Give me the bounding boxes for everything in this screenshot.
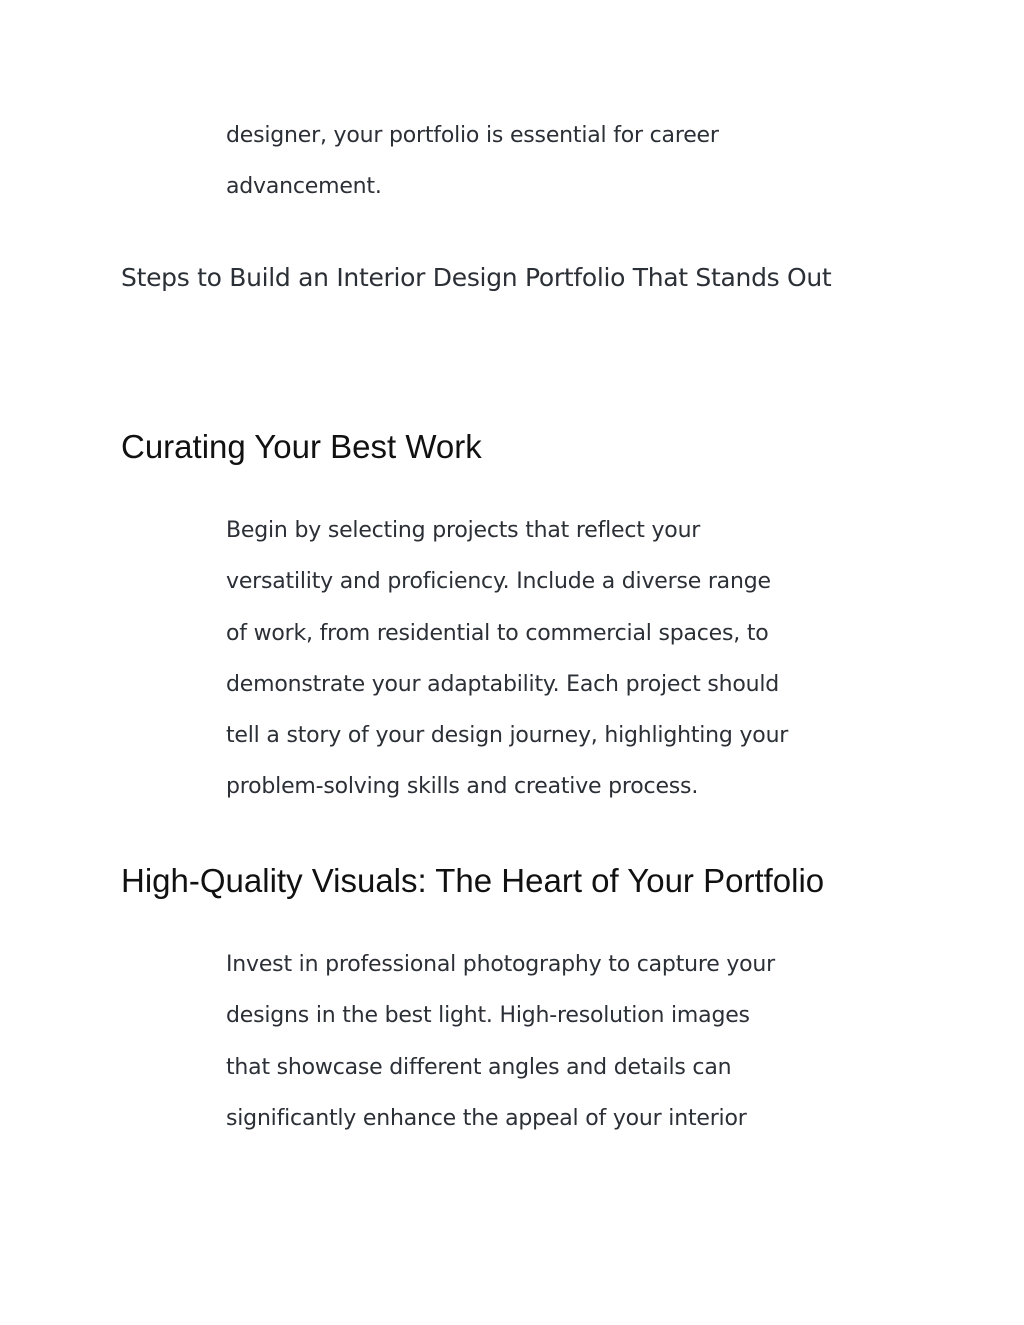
section-heading-curating: Curating Your Best Work [121, 428, 482, 465]
paragraph-line: Invest in professional photography to capture your [226, 952, 776, 977]
paragraph-line: versatility and proficiency. Include a diverse range [226, 569, 771, 595]
paragraph-line: Begin by selecting projects that reflect your [226, 518, 701, 543]
paragraph-line: designs in the best light. High-resolution images [226, 1003, 750, 1029]
paragraph-line: demonstrate your adaptability. Each project should [226, 671, 780, 697]
visuals-paragraph [226, 939, 826, 1144]
paragraph-line: problem-solving skills and creative process. [226, 774, 699, 800]
paragraph-line: significantly enhance the appeal of your interior [226, 1105, 747, 1131]
steps-subheading: Steps to Build an Interior Design Portfolio That Stands Out [121, 263, 832, 292]
paragraph-line: tell a story of your design journey, highlighting your [226, 723, 789, 749]
paragraph-line: advancement. [226, 174, 382, 200]
section-heading-visuals: High-Quality Visuals: The Heart of Your Portfolio [121, 862, 825, 899]
paragraph-line: that showcase different angles and details can [226, 1054, 732, 1080]
curating-paragraph [226, 505, 826, 813]
paragraph-line: of work, from residential to commercial spaces, to [226, 620, 769, 646]
intro-paragraph [226, 110, 826, 213]
paragraph-line: designer, your portfolio is essential for career [226, 123, 719, 148]
